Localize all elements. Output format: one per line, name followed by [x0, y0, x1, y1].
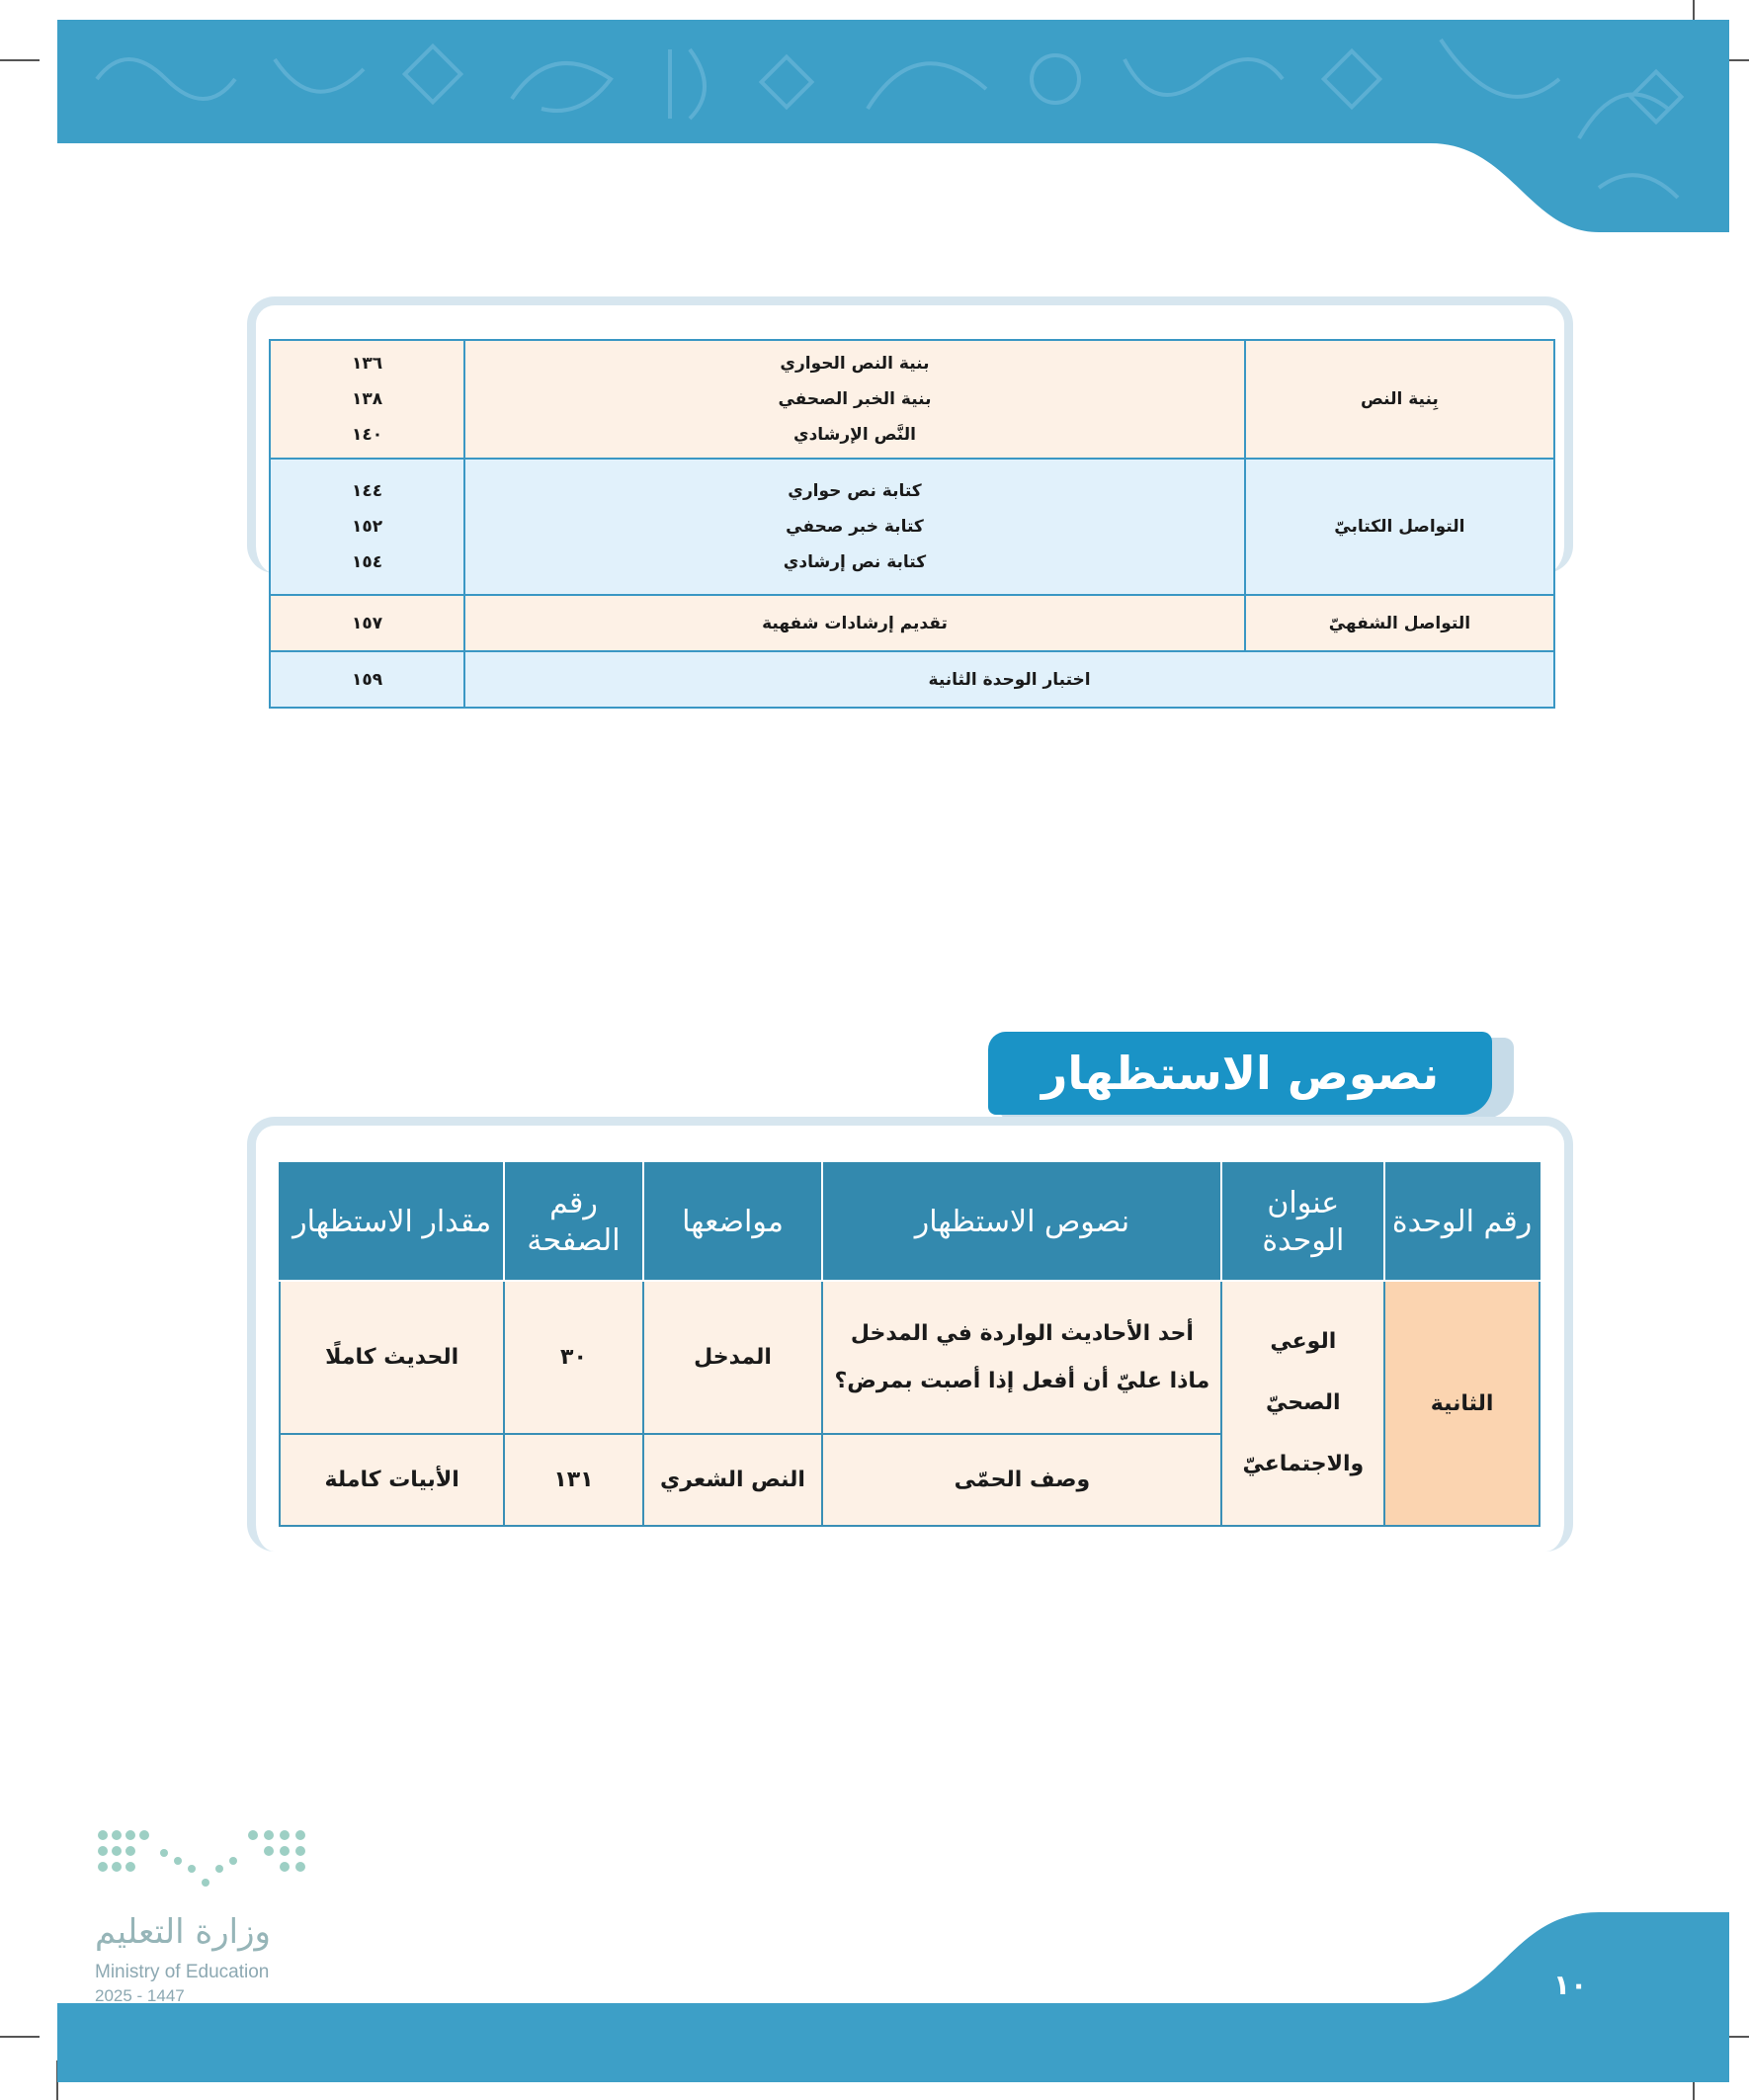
page-cell: ٣٠	[504, 1281, 642, 1434]
amount-cell: الحديث كاملًا	[280, 1281, 504, 1434]
ministry-name-en: Ministry of Education	[95, 1962, 270, 1982]
header-page: رقم الصفحة	[504, 1163, 642, 1281]
table-row	[270, 340, 1554, 459]
table-row	[280, 1281, 1540, 1434]
memorization-table	[279, 1162, 1541, 1527]
lesson-item: كتابة نص حواري	[788, 481, 922, 501]
page-number: ١٣٨	[352, 389, 383, 409]
page-number: ١٥٤	[352, 552, 383, 572]
text-line: أحد الأحاديث الواردة في المدخل	[850, 1320, 1194, 1346]
unit-title: الوعي الصحيّ والاجتماعيّ	[1242, 1329, 1365, 1476]
lessons-cell	[464, 340, 1245, 459]
pages-cell	[270, 459, 464, 595]
crop-mark	[0, 2036, 40, 2038]
amount-cell: الأبيات كاملة	[280, 1434, 504, 1526]
text-cell	[822, 1281, 1221, 1434]
page-number: ١٠	[1553, 1969, 1588, 2001]
ministry-name-ar: وزارة التعليم	[95, 1912, 271, 1952]
crop-mark	[0, 59, 40, 61]
header-unit-title: عنوان الوحدة	[1221, 1163, 1384, 1281]
text-cell: وصف الحمّى	[822, 1434, 1221, 1526]
page-cell: ١٣١	[504, 1434, 642, 1526]
header-row	[280, 1163, 1540, 1281]
unit-number-cell: الثانية	[1384, 1281, 1540, 1526]
topic-cell: التواصل الشفهيّ	[1245, 595, 1554, 651]
pages-cell	[270, 340, 464, 459]
table-row	[270, 459, 1554, 595]
header-texts: نصوص الاستظهار	[822, 1163, 1221, 1281]
page-number: ١٤٤	[352, 481, 383, 501]
toc-table	[269, 339, 1555, 709]
footer-banner	[57, 1912, 1729, 2082]
lesson-item: تقديم إرشادات شفهية	[464, 595, 1245, 651]
page-number: ١٥٧	[270, 595, 464, 651]
topic-cell: التواصل الكتابيّ	[1245, 459, 1554, 595]
location-cell: النص الشعري	[643, 1434, 823, 1526]
text-line: ماذا عليّ أن أفعل إذا أصبت بمرض؟	[834, 1368, 1210, 1393]
ministry-logo-icon	[95, 1823, 312, 1902]
lesson-item: بنية النص الحواري	[780, 354, 930, 374]
edition-year: 2025 - 1447	[95, 1986, 185, 2005]
header-banner	[57, 20, 1729, 232]
unit-test-label: اختبار الوحدة الثانية	[464, 651, 1554, 708]
page-number: ١٤٠	[352, 425, 383, 445]
lesson-item: كتابة نص إرشادي	[783, 552, 927, 572]
header-amount: مقدار الاستظهار	[280, 1163, 504, 1281]
page-number: ١٥٩	[270, 651, 464, 708]
lesson-item: كتابة خبر صحفي	[786, 517, 924, 537]
lesson-item: النَّص الإرشادي	[792, 425, 916, 445]
location-cell: المدخل	[643, 1281, 823, 1434]
topic-cell: بِنية النص	[1245, 340, 1554, 459]
table-row	[270, 595, 1554, 651]
section-title: نصوص الاستظهار	[988, 1032, 1492, 1115]
header-unit-number: رقم الوحدة	[1384, 1163, 1540, 1281]
page-number: ١٥٢	[352, 517, 383, 537]
lessons-cell	[464, 459, 1245, 595]
unit-title-cell	[1221, 1281, 1384, 1526]
header-locations: مواضعها	[643, 1163, 823, 1281]
table-row	[270, 651, 1554, 708]
lesson-item: بنية الخبر الصحفي	[778, 389, 932, 409]
page-number: ١٣٦	[352, 354, 383, 374]
